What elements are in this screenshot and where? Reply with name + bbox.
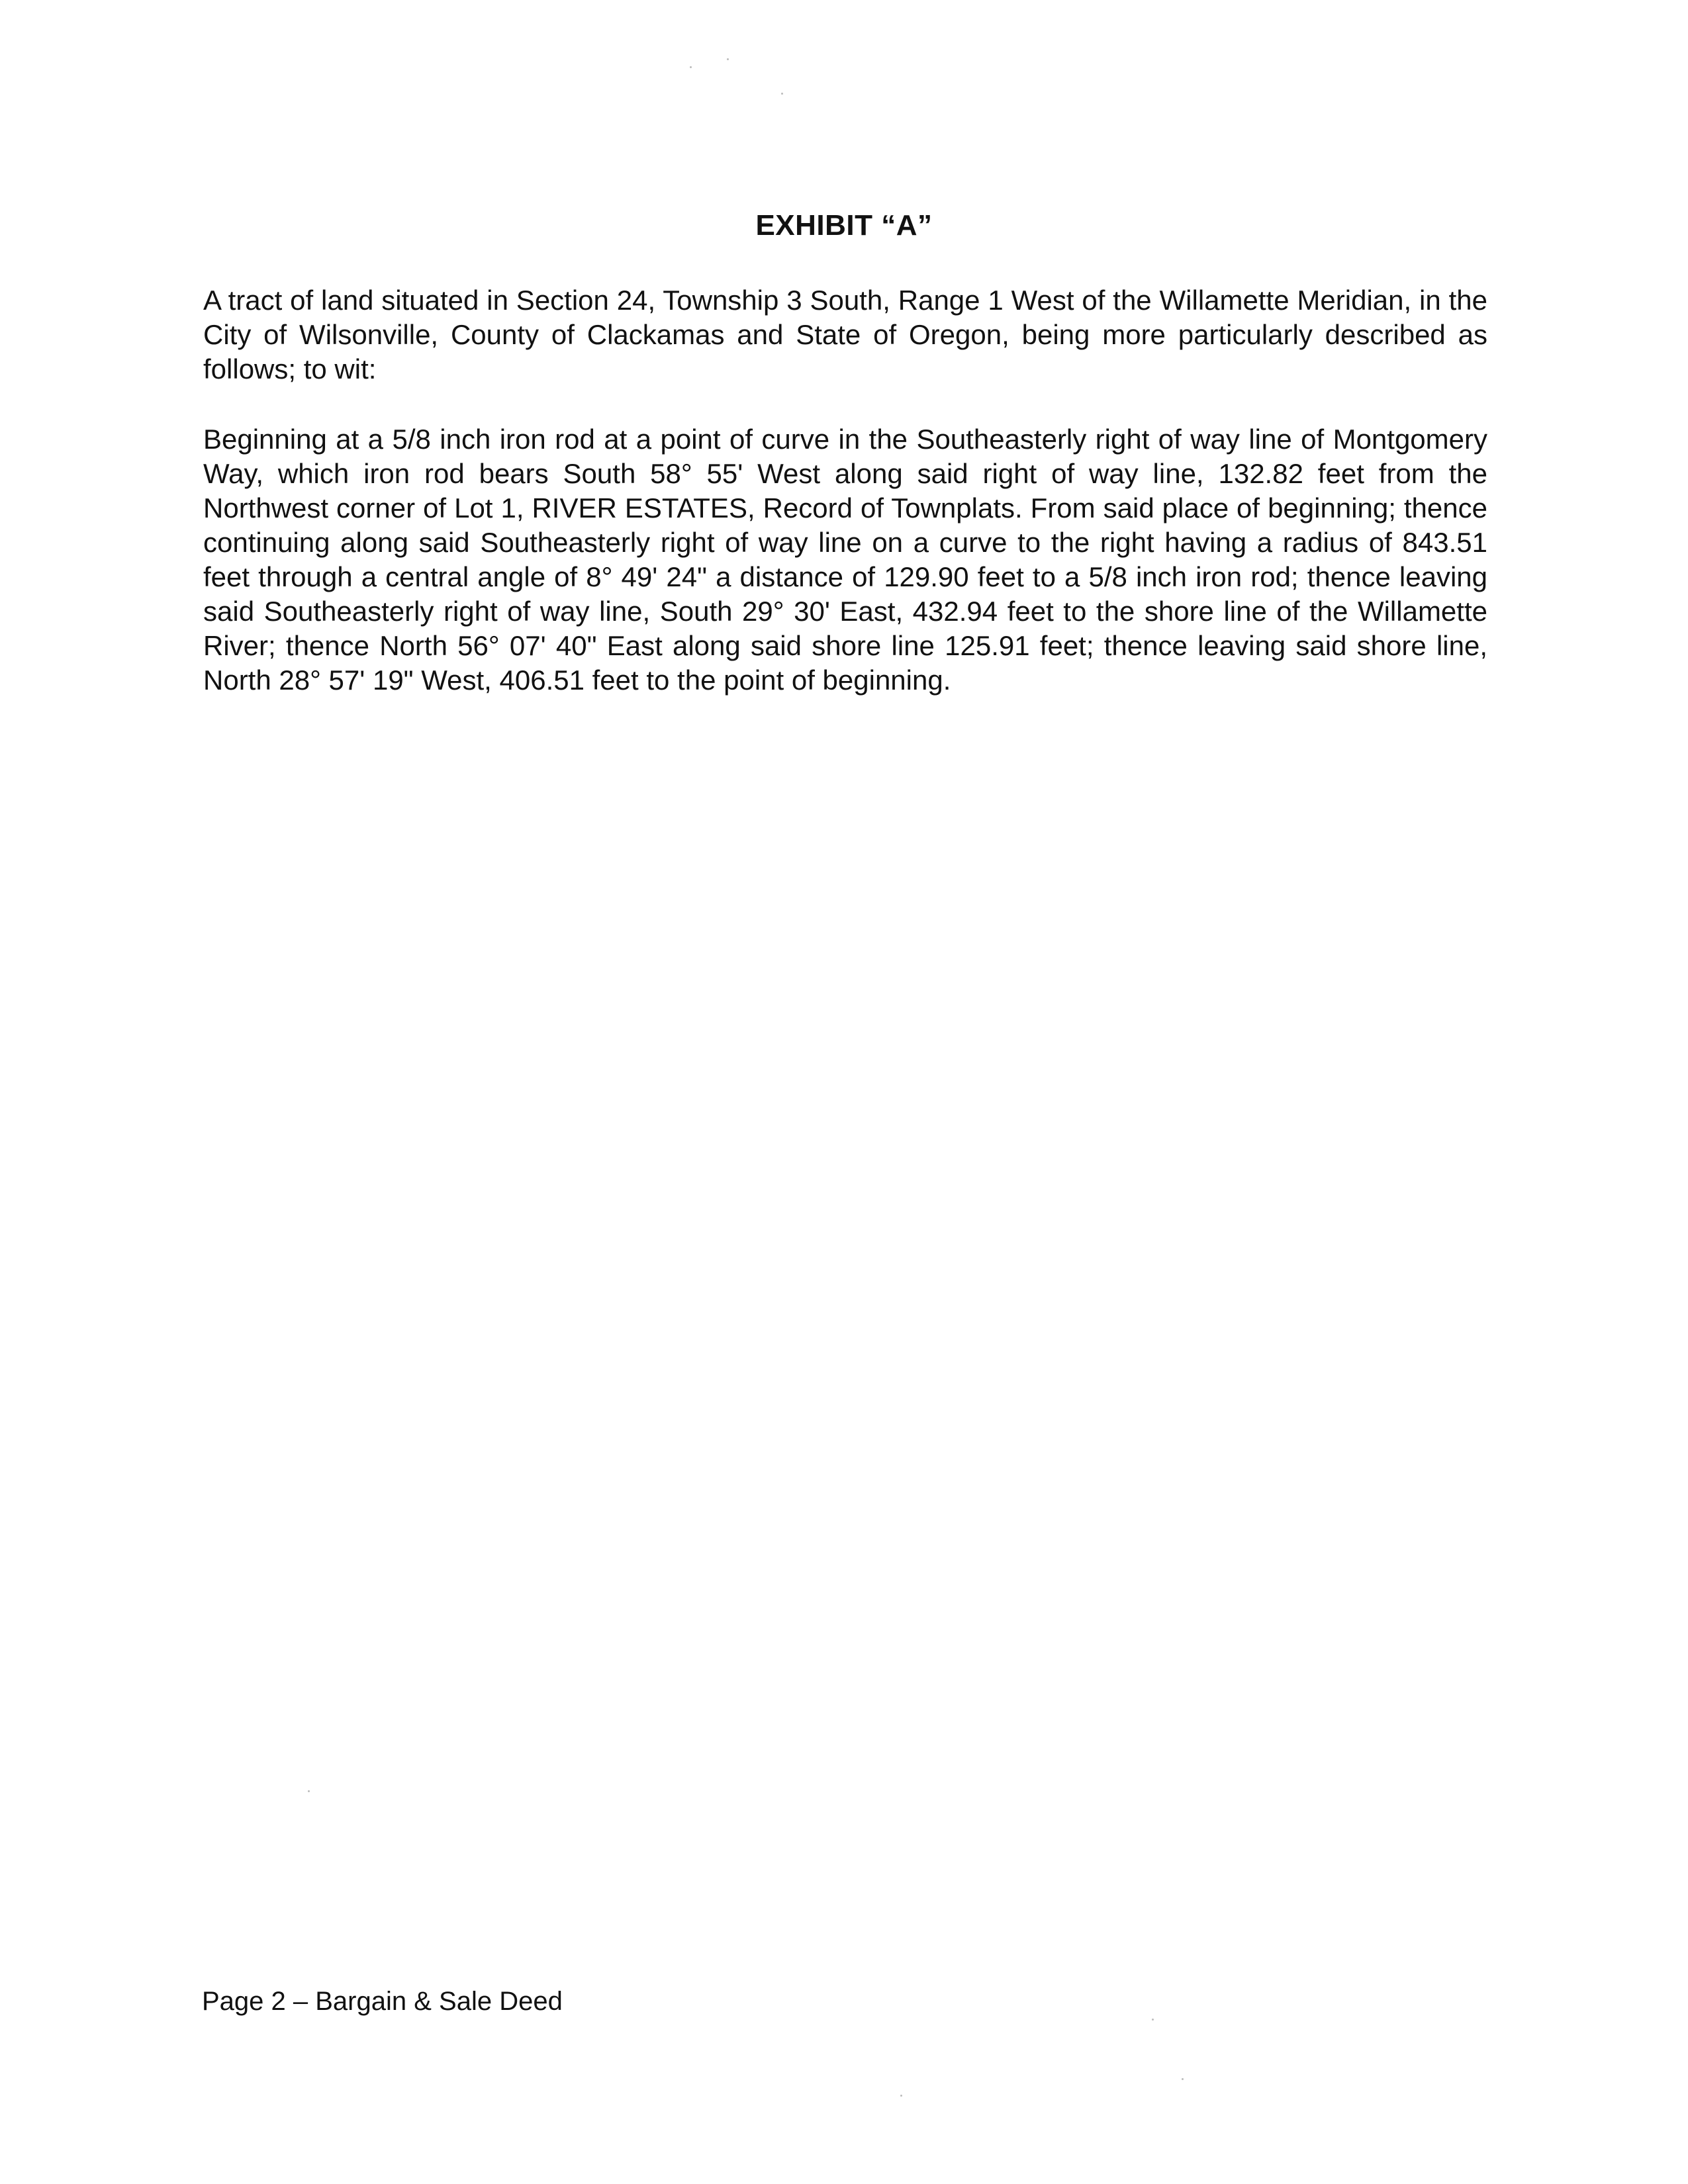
scan-speck [308,1790,310,1792]
scan-speck [1182,2078,1184,2080]
tract-description-paragraph: A tract of land situated in Section 24, Township 3 South, Range 1 West of the Willamette Meridian, in the City of Wilsonville, County of Clackamas and State of Oregon, being more particularly described as follows; to wit: [203,285,1487,385]
scan-speck [727,58,729,60]
exhibit-title: EXHIBIT “A” [755,209,933,242]
scan-speck [781,93,783,95]
page-footer: Page 2 – Bargain & Sale Deed [202,1987,563,2016]
scan-speck [900,2095,902,2097]
legal-description-paragraph: Beginning at a 5/8 inch iron rod at a point of curve in the Southeasterly right of way line of Montgomery Way, which iron rod bears South 58° 55' West along said right of way line, 132.82 feet from the Northwest corner of Lot 1, RIVER ESTATES, Record of Townplats. From said place of beginning; thence continuing along said Southeasterly right of way line on a curve to the right having a radius of 843.51 feet through a central angle of 8° 49' 24" a distance of 129.90 feet to a 5/8 inch iron rod; thence leaving said Southeasterly right of way line, South 29° 30' East, 432.94 feet to the shore line of the Willamette River; thence North 56° 07' 40" East along said shore line 125.91 feet; thence leaving said shore line, North 28° 57' 19" West, 406.51 feet to the point of beginning. [203,424,1487,696]
scan-speck [1152,2019,1154,2021]
scan-speck [690,66,692,68]
